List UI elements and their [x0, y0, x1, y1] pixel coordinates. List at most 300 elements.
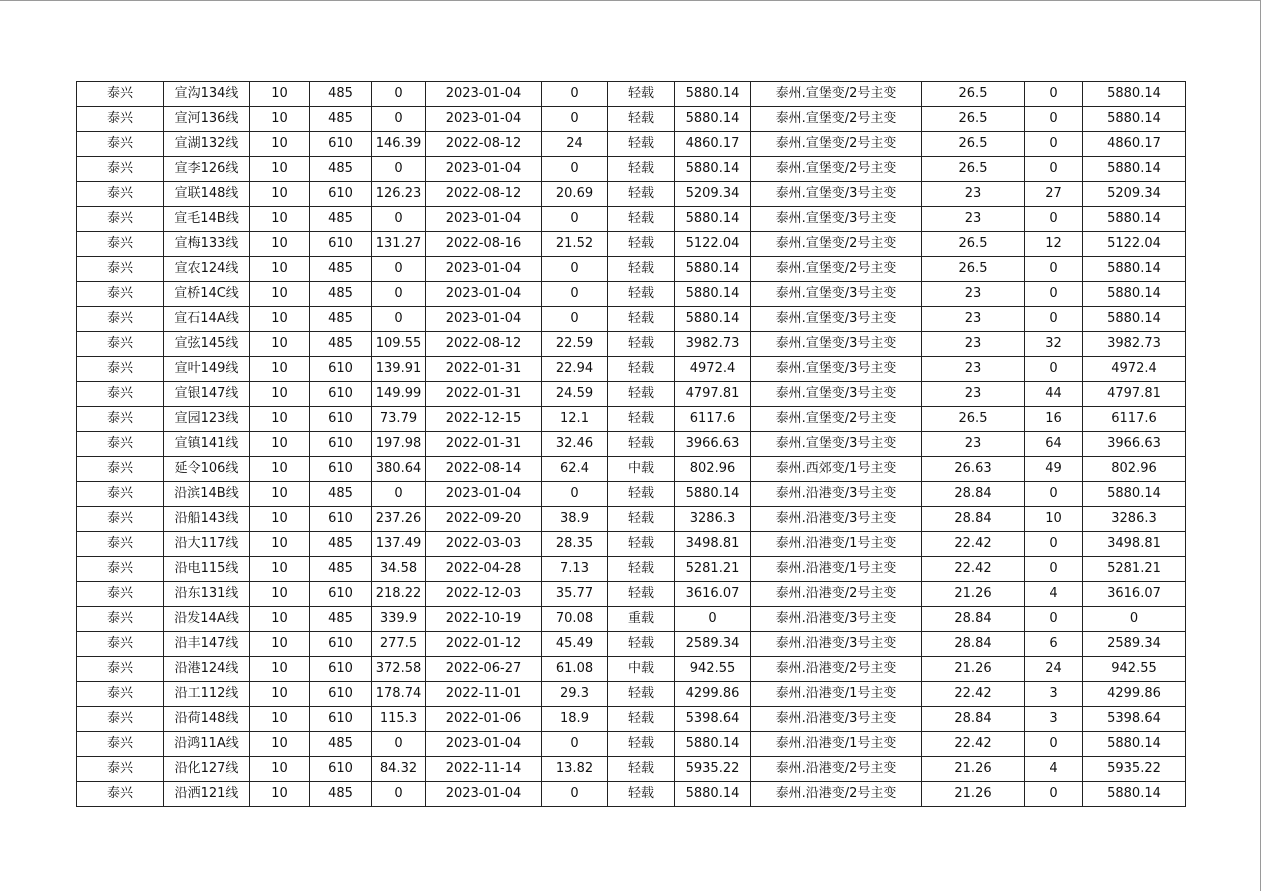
- cell-date: 2022-12-03: [426, 582, 542, 607]
- cell-date: 2022-01-31: [426, 357, 542, 382]
- table-row: [77, 157, 1186, 182]
- cell-value-c: 26.63: [922, 457, 1025, 482]
- cell-value-a: 84.32: [372, 757, 426, 782]
- cell-line-name: 宣梅133线: [164, 232, 250, 257]
- cell-value-d: 0: [1025, 82, 1083, 107]
- cell-value-d: 0: [1025, 257, 1083, 282]
- cell-value-a: 0: [372, 157, 426, 182]
- cell-value-b: 5209.34: [675, 182, 751, 207]
- cell-region: 泰兴: [77, 707, 164, 732]
- cell-region: 泰兴: [77, 607, 164, 632]
- cell-value-d: 0: [1025, 782, 1083, 807]
- cell-value-a: 0: [372, 107, 426, 132]
- cell-line-name: 宣园123线: [164, 407, 250, 432]
- cell-transformer: 泰州.宣堡变/2号主变: [751, 82, 922, 107]
- cell-load-rate: 0: [542, 207, 608, 232]
- cell-region: 泰兴: [77, 532, 164, 557]
- cell-date: 2023-01-04: [426, 207, 542, 232]
- cell-line-name: 宣沟134线: [164, 82, 250, 107]
- cell-load-rate: 22.59: [542, 332, 608, 357]
- cell-voltage: 10: [250, 557, 310, 582]
- data-table: [76, 81, 1186, 807]
- cell-line-name: 宣毛14B线: [164, 207, 250, 232]
- cell-line-name: 沿化127线: [164, 757, 250, 782]
- cell-value-b: 5880.14: [675, 107, 751, 132]
- table-row: [77, 682, 1186, 707]
- cell-region: 泰兴: [77, 557, 164, 582]
- cell-load-status: 轻载: [608, 207, 675, 232]
- cell-region: 泰兴: [77, 82, 164, 107]
- cell-region: 泰兴: [77, 757, 164, 782]
- table-row: [77, 282, 1186, 307]
- cell-load-rate: 0: [542, 307, 608, 332]
- cell-value-d: 0: [1025, 307, 1083, 332]
- cell-value-b: 5880.14: [675, 307, 751, 332]
- cell-value-c: 22.42: [922, 732, 1025, 757]
- cell-capacity: 610: [310, 707, 372, 732]
- cell-date: 2023-01-04: [426, 257, 542, 282]
- cell-transformer: 泰州.沿港变/3号主变: [751, 482, 922, 507]
- cell-value-b: 5880.14: [675, 207, 751, 232]
- cell-line-name: 沿东131线: [164, 582, 250, 607]
- cell-transformer: 泰州.沿港变/2号主变: [751, 757, 922, 782]
- cell-line-name: 宣桥14C线: [164, 282, 250, 307]
- table-row: [77, 132, 1186, 157]
- cell-voltage: 10: [250, 182, 310, 207]
- table-row: [77, 657, 1186, 682]
- cell-value-d: 24: [1025, 657, 1083, 682]
- cell-value-d: 0: [1025, 557, 1083, 582]
- cell-region: 泰兴: [77, 282, 164, 307]
- cell-capacity: 485: [310, 482, 372, 507]
- cell-date: 2022-12-15: [426, 407, 542, 432]
- cell-value-a: 139.91: [372, 357, 426, 382]
- cell-value-e: 5880.14: [1083, 732, 1186, 757]
- cell-value-b: 5935.22: [675, 757, 751, 782]
- cell-load-status: 轻载: [608, 232, 675, 257]
- cell-date: 2022-04-28: [426, 557, 542, 582]
- cell-value-e: 5935.22: [1083, 757, 1186, 782]
- cell-line-name: 宣银147线: [164, 382, 250, 407]
- cell-value-d: 0: [1025, 107, 1083, 132]
- cell-value-d: 3: [1025, 682, 1083, 707]
- cell-value-d: 0: [1025, 357, 1083, 382]
- cell-value-e: 3966.63: [1083, 432, 1186, 457]
- table-row: [77, 182, 1186, 207]
- table-row: [77, 532, 1186, 557]
- cell-date: 2022-06-27: [426, 657, 542, 682]
- cell-value-d: 3: [1025, 707, 1083, 732]
- cell-load-status: 轻载: [608, 582, 675, 607]
- cell-line-name: 宣联148线: [164, 182, 250, 207]
- cell-transformer: 泰州.宣堡变/3号主变: [751, 432, 922, 457]
- table-row: [77, 632, 1186, 657]
- cell-load-rate: 18.9: [542, 707, 608, 732]
- cell-value-c: 22.42: [922, 557, 1025, 582]
- cell-value-e: 802.96: [1083, 457, 1186, 482]
- cell-region: 泰兴: [77, 732, 164, 757]
- table-row: [77, 707, 1186, 732]
- cell-load-status: 轻载: [608, 132, 675, 157]
- cell-date: 2022-10-19: [426, 607, 542, 632]
- cell-value-d: 4: [1025, 582, 1083, 607]
- cell-value-a: 0: [372, 257, 426, 282]
- cell-date: 2023-01-04: [426, 107, 542, 132]
- cell-value-e: 3286.3: [1083, 507, 1186, 532]
- cell-line-name: 宣河136线: [164, 107, 250, 132]
- cell-date: 2022-08-16: [426, 232, 542, 257]
- cell-voltage: 10: [250, 757, 310, 782]
- cell-value-b: 3616.07: [675, 582, 751, 607]
- cell-value-c: 23: [922, 382, 1025, 407]
- cell-load-status: 轻载: [608, 107, 675, 132]
- cell-region: 泰兴: [77, 407, 164, 432]
- cell-value-b: 802.96: [675, 457, 751, 482]
- cell-value-c: 28.84: [922, 632, 1025, 657]
- cell-load-rate: 0: [542, 782, 608, 807]
- cell-value-b: 3498.81: [675, 532, 751, 557]
- cell-value-c: 26.5: [922, 257, 1025, 282]
- cell-value-e: 4797.81: [1083, 382, 1186, 407]
- cell-date: 2022-03-03: [426, 532, 542, 557]
- cell-transformer: 泰州.沿港变/1号主变: [751, 732, 922, 757]
- cell-voltage: 10: [250, 732, 310, 757]
- table-row: [77, 332, 1186, 357]
- cell-capacity: 610: [310, 657, 372, 682]
- cell-voltage: 10: [250, 457, 310, 482]
- cell-line-name: 宣农124线: [164, 257, 250, 282]
- cell-load-status: 轻载: [608, 407, 675, 432]
- cell-value-d: 6: [1025, 632, 1083, 657]
- cell-value-c: 28.84: [922, 482, 1025, 507]
- cell-value-c: 23: [922, 282, 1025, 307]
- cell-load-rate: 38.9: [542, 507, 608, 532]
- cell-value-c: 28.84: [922, 507, 1025, 532]
- cell-transformer: 泰州.宣堡变/3号主变: [751, 357, 922, 382]
- cell-value-b: 6117.6: [675, 407, 751, 432]
- cell-transformer: 泰州.沿港变/1号主变: [751, 532, 922, 557]
- cell-region: 泰兴: [77, 332, 164, 357]
- cell-value-b: 5281.21: [675, 557, 751, 582]
- cell-load-rate: 0: [542, 732, 608, 757]
- cell-load-status: 轻载: [608, 282, 675, 307]
- cell-capacity: 485: [310, 307, 372, 332]
- cell-transformer: 泰州.沿港变/3号主变: [751, 607, 922, 632]
- cell-voltage: 10: [250, 482, 310, 507]
- cell-capacity: 610: [310, 757, 372, 782]
- cell-transformer: 泰州.宣堡变/3号主变: [751, 307, 922, 332]
- cell-value-a: 372.58: [372, 657, 426, 682]
- cell-value-a: 237.26: [372, 507, 426, 532]
- cell-value-d: 0: [1025, 132, 1083, 157]
- cell-voltage: 10: [250, 432, 310, 457]
- cell-date: 2022-01-06: [426, 707, 542, 732]
- cell-value-b: 3286.3: [675, 507, 751, 532]
- cell-value-c: 22.42: [922, 682, 1025, 707]
- cell-value-c: 23: [922, 357, 1025, 382]
- table-row: [77, 482, 1186, 507]
- cell-value-e: 6117.6: [1083, 407, 1186, 432]
- cell-capacity: 610: [310, 682, 372, 707]
- cell-transformer: 泰州.宣堡变/3号主变: [751, 207, 922, 232]
- cell-load-status: 轻载: [608, 707, 675, 732]
- cell-line-name: 沿滨14B线: [164, 482, 250, 507]
- cell-line-name: 延令106线: [164, 457, 250, 482]
- cell-load-rate: 24: [542, 132, 608, 157]
- cell-line-name: 沿电115线: [164, 557, 250, 582]
- cell-line-name: 沿发14A线: [164, 607, 250, 632]
- cell-value-c: 23: [922, 207, 1025, 232]
- cell-value-d: 0: [1025, 157, 1083, 182]
- table-row: [77, 407, 1186, 432]
- table-row: [77, 557, 1186, 582]
- table-row: [77, 82, 1186, 107]
- cell-capacity: 610: [310, 507, 372, 532]
- cell-transformer: 泰州.宣堡变/3号主变: [751, 182, 922, 207]
- cell-region: 泰兴: [77, 457, 164, 482]
- cell-load-status: 轻载: [608, 432, 675, 457]
- cell-transformer: 泰州.沿港变/1号主变: [751, 682, 922, 707]
- cell-capacity: 610: [310, 582, 372, 607]
- cell-load-rate: 20.69: [542, 182, 608, 207]
- cell-load-rate: 24.59: [542, 382, 608, 407]
- cell-value-a: 218.22: [372, 582, 426, 607]
- cell-value-a: 109.55: [372, 332, 426, 357]
- cell-value-b: 942.55: [675, 657, 751, 682]
- table-body: [77, 82, 1186, 807]
- cell-date: 2023-01-04: [426, 157, 542, 182]
- cell-line-name: 沿大117线: [164, 532, 250, 557]
- cell-region: 泰兴: [77, 157, 164, 182]
- cell-load-status: 轻载: [608, 182, 675, 207]
- cell-voltage: 10: [250, 407, 310, 432]
- cell-line-name: 沿工112线: [164, 682, 250, 707]
- cell-load-status: 轻载: [608, 532, 675, 557]
- cell-value-b: 5122.04: [675, 232, 751, 257]
- cell-voltage: 10: [250, 657, 310, 682]
- cell-value-a: 380.64: [372, 457, 426, 482]
- cell-voltage: 10: [250, 132, 310, 157]
- cell-capacity: 610: [310, 632, 372, 657]
- cell-voltage: 10: [250, 707, 310, 732]
- cell-load-rate: 35.77: [542, 582, 608, 607]
- cell-transformer: 泰州.沿港变/2号主变: [751, 782, 922, 807]
- cell-load-rate: 0: [542, 82, 608, 107]
- table-row: [77, 232, 1186, 257]
- cell-voltage: 10: [250, 632, 310, 657]
- cell-transformer: 泰州.沿港变/2号主变: [751, 582, 922, 607]
- cell-line-name: 宣弦145线: [164, 332, 250, 357]
- cell-value-d: 16: [1025, 407, 1083, 432]
- cell-capacity: 610: [310, 132, 372, 157]
- cell-value-c: 28.84: [922, 607, 1025, 632]
- cell-date: 2022-08-12: [426, 332, 542, 357]
- cell-load-rate: 21.52: [542, 232, 608, 257]
- cell-region: 泰兴: [77, 432, 164, 457]
- cell-value-a: 0: [372, 207, 426, 232]
- cell-region: 泰兴: [77, 232, 164, 257]
- cell-value-e: 942.55: [1083, 657, 1186, 682]
- cell-value-d: 44: [1025, 382, 1083, 407]
- cell-value-a: 178.74: [372, 682, 426, 707]
- cell-capacity: 610: [310, 357, 372, 382]
- cell-value-e: 5880.14: [1083, 157, 1186, 182]
- cell-load-rate: 45.49: [542, 632, 608, 657]
- cell-load-status: 轻载: [608, 382, 675, 407]
- cell-capacity: 485: [310, 332, 372, 357]
- cell-voltage: 10: [250, 307, 310, 332]
- cell-value-e: 3982.73: [1083, 332, 1186, 357]
- cell-value-b: 2589.34: [675, 632, 751, 657]
- cell-load-status: 轻载: [608, 357, 675, 382]
- cell-value-a: 339.9: [372, 607, 426, 632]
- table-row: [77, 382, 1186, 407]
- cell-region: 泰兴: [77, 782, 164, 807]
- cell-value-d: 4: [1025, 757, 1083, 782]
- table-row: [77, 607, 1186, 632]
- cell-value-c: 21.26: [922, 757, 1025, 782]
- cell-line-name: 宣叶149线: [164, 357, 250, 382]
- cell-load-status: 中载: [608, 657, 675, 682]
- cell-capacity: 485: [310, 157, 372, 182]
- cell-value-b: 5398.64: [675, 707, 751, 732]
- cell-transformer: 泰州.宣堡变/2号主变: [751, 232, 922, 257]
- cell-value-b: 5880.14: [675, 482, 751, 507]
- cell-value-a: 115.3: [372, 707, 426, 732]
- cell-voltage: 10: [250, 582, 310, 607]
- cell-voltage: 10: [250, 282, 310, 307]
- cell-region: 泰兴: [77, 182, 164, 207]
- cell-load-status: 轻载: [608, 757, 675, 782]
- cell-capacity: 610: [310, 432, 372, 457]
- cell-region: 泰兴: [77, 257, 164, 282]
- cell-value-d: 0: [1025, 282, 1083, 307]
- cell-value-e: 5122.04: [1083, 232, 1186, 257]
- cell-voltage: 10: [250, 357, 310, 382]
- cell-voltage: 10: [250, 382, 310, 407]
- cell-region: 泰兴: [77, 682, 164, 707]
- cell-value-b: 5880.14: [675, 257, 751, 282]
- cell-voltage: 10: [250, 682, 310, 707]
- cell-value-e: 4972.4: [1083, 357, 1186, 382]
- cell-load-status: 轻载: [608, 257, 675, 282]
- table-row: [77, 357, 1186, 382]
- cell-region: 泰兴: [77, 107, 164, 132]
- cell-voltage: 10: [250, 107, 310, 132]
- cell-value-e: 5880.14: [1083, 282, 1186, 307]
- cell-value-c: 26.5: [922, 157, 1025, 182]
- cell-date: 2022-01-12: [426, 632, 542, 657]
- cell-load-rate: 61.08: [542, 657, 608, 682]
- cell-region: 泰兴: [77, 582, 164, 607]
- cell-line-name: 沿港124线: [164, 657, 250, 682]
- cell-value-a: 126.23: [372, 182, 426, 207]
- cell-line-name: 沿鸿11A线: [164, 732, 250, 757]
- cell-capacity: 610: [310, 407, 372, 432]
- cell-capacity: 485: [310, 557, 372, 582]
- cell-load-status: 轻载: [608, 157, 675, 182]
- cell-value-b: 5880.14: [675, 732, 751, 757]
- cell-load-rate: 22.94: [542, 357, 608, 382]
- cell-value-b: 5880.14: [675, 157, 751, 182]
- cell-value-a: 146.39: [372, 132, 426, 157]
- cell-value-a: 0: [372, 82, 426, 107]
- cell-value-c: 21.26: [922, 582, 1025, 607]
- cell-voltage: 10: [250, 782, 310, 807]
- cell-value-c: 23: [922, 432, 1025, 457]
- cell-value-c: 26.5: [922, 82, 1025, 107]
- table-row: [77, 432, 1186, 457]
- cell-value-c: 23: [922, 307, 1025, 332]
- cell-load-rate: 0: [542, 157, 608, 182]
- cell-voltage: 10: [250, 507, 310, 532]
- cell-date: 2023-01-04: [426, 482, 542, 507]
- cell-value-b: 4972.4: [675, 357, 751, 382]
- cell-value-a: 73.79: [372, 407, 426, 432]
- table-row: [77, 107, 1186, 132]
- cell-region: 泰兴: [77, 357, 164, 382]
- cell-capacity: 610: [310, 457, 372, 482]
- cell-value-e: 4860.17: [1083, 132, 1186, 157]
- cell-voltage: 10: [250, 607, 310, 632]
- cell-load-status: 轻载: [608, 307, 675, 332]
- table-row: [77, 457, 1186, 482]
- cell-capacity: 485: [310, 607, 372, 632]
- cell-value-e: 4299.86: [1083, 682, 1186, 707]
- cell-date: 2022-08-12: [426, 132, 542, 157]
- cell-line-name: 宣石14A线: [164, 307, 250, 332]
- cell-value-d: 27: [1025, 182, 1083, 207]
- cell-value-c: 26.5: [922, 132, 1025, 157]
- cell-voltage: 10: [250, 232, 310, 257]
- cell-date: 2023-01-04: [426, 782, 542, 807]
- cell-value-b: 5880.14: [675, 282, 751, 307]
- cell-value-c: 26.5: [922, 407, 1025, 432]
- cell-value-c: 22.42: [922, 532, 1025, 557]
- cell-value-a: 0: [372, 482, 426, 507]
- cell-capacity: 485: [310, 82, 372, 107]
- cell-region: 泰兴: [77, 632, 164, 657]
- cell-load-status: 轻载: [608, 82, 675, 107]
- cell-capacity: 485: [310, 207, 372, 232]
- table-row: [77, 732, 1186, 757]
- cell-load-status: 轻载: [608, 507, 675, 532]
- table-row: [77, 257, 1186, 282]
- cell-transformer: 泰州.沿港变/3号主变: [751, 707, 922, 732]
- cell-date: 2022-11-01: [426, 682, 542, 707]
- cell-line-name: 沿船143线: [164, 507, 250, 532]
- table-row: [77, 507, 1186, 532]
- cell-voltage: 10: [250, 207, 310, 232]
- cell-capacity: 485: [310, 532, 372, 557]
- cell-value-d: 10: [1025, 507, 1083, 532]
- cell-transformer: 泰州.沿港变/3号主变: [751, 507, 922, 532]
- cell-line-name: 宣镇141线: [164, 432, 250, 457]
- cell-date: 2023-01-04: [426, 82, 542, 107]
- cell-value-e: 5281.21: [1083, 557, 1186, 582]
- cell-transformer: 泰州.宣堡变/2号主变: [751, 407, 922, 432]
- cell-value-e: 5880.14: [1083, 482, 1186, 507]
- cell-transformer: 泰州.沿港变/1号主变: [751, 557, 922, 582]
- cell-region: 泰兴: [77, 482, 164, 507]
- cell-value-b: 0: [675, 607, 751, 632]
- cell-voltage: 10: [250, 82, 310, 107]
- table-row: [77, 307, 1186, 332]
- cell-load-status: 中载: [608, 457, 675, 482]
- cell-value-e: 5880.14: [1083, 307, 1186, 332]
- cell-voltage: 10: [250, 332, 310, 357]
- cell-load-rate: 29.3: [542, 682, 608, 707]
